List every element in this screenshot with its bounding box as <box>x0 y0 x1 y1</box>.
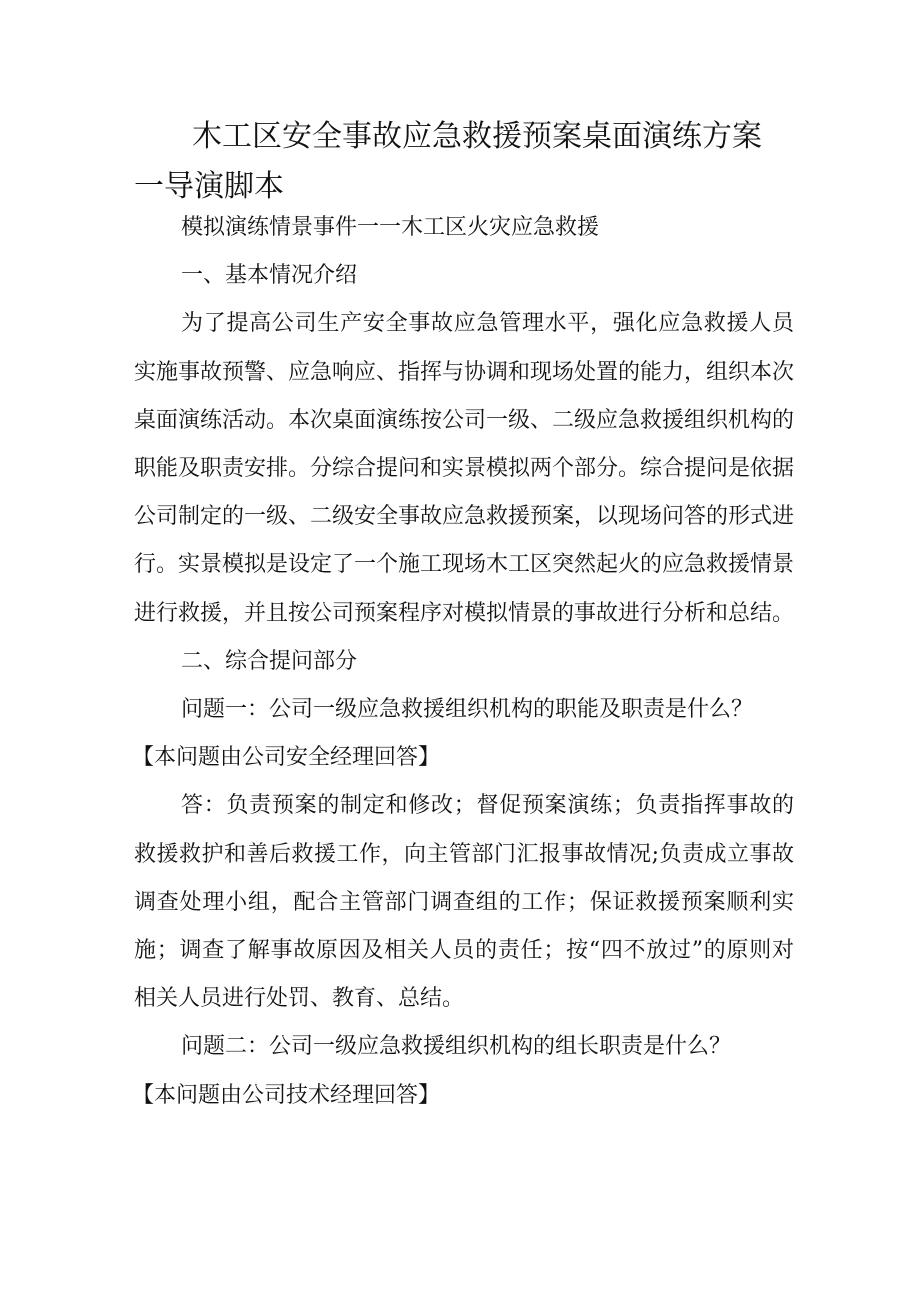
question-2-respondent: 【本问题由公司技术经理回答】 <box>132 1082 441 1108</box>
section-1-paragraph: 为了提高公司生产安全事故应急管理水平，强化应急救援人员实施事故预警、应急响应、指挥与协调和现场处置的能力，组织本次桌面演练活动。本次桌面演练按公司一级、二级应急救援组织机构的职能及职责安排。分综合提问和实景模拟两个部分。综合提问是依据公司制定的一级、二级安全事故应急救援预案，以现场问答的形式进行。实景模拟是设定了一个施工现场木工区突然起火的应急救援情景进行救援，并且按公司预案程序对模拟情景的事故进行分析和总结。 <box>134 311 795 626</box>
question-2: 问题二：公司一级应急救援组织机构的组长职责是什么？ <box>181 1034 732 1060</box>
section-2-heading: 二、综合提问部分 <box>181 648 358 674</box>
title-line-1: 木工区安全事故应急救援预案桌面演练方案 <box>192 119 762 154</box>
answer-1: 答：负责预案的制定和修改；督促预案演练；负责指挥事故的救援救护和善后救援工作，向主管部门汇报事故情况;负责成立事故调查处理小组，配合主管部门调查组的工作；保证救援预案顺利实施；调查了解事故原因及相关人员的责任；按“四不放过”的原则对相关人员进行处罚、教育、总结。 <box>134 793 794 1012</box>
question-1-respondent: 【本问题由公司安全经理回答】 <box>132 745 441 771</box>
scenario-subtitle: 模拟演练情景事件一一木工区火灾应急救援 <box>181 215 600 240</box>
document-body <box>134 204 794 1120</box>
title-line-2: 一导演脚本 <box>134 169 284 204</box>
document-title <box>134 112 794 212</box>
section-1-heading: 一、基本情况介绍 <box>181 263 358 289</box>
question-1: 问题一：公司一级应急救援组织机构的职能及职责是什么？ <box>181 697 754 723</box>
